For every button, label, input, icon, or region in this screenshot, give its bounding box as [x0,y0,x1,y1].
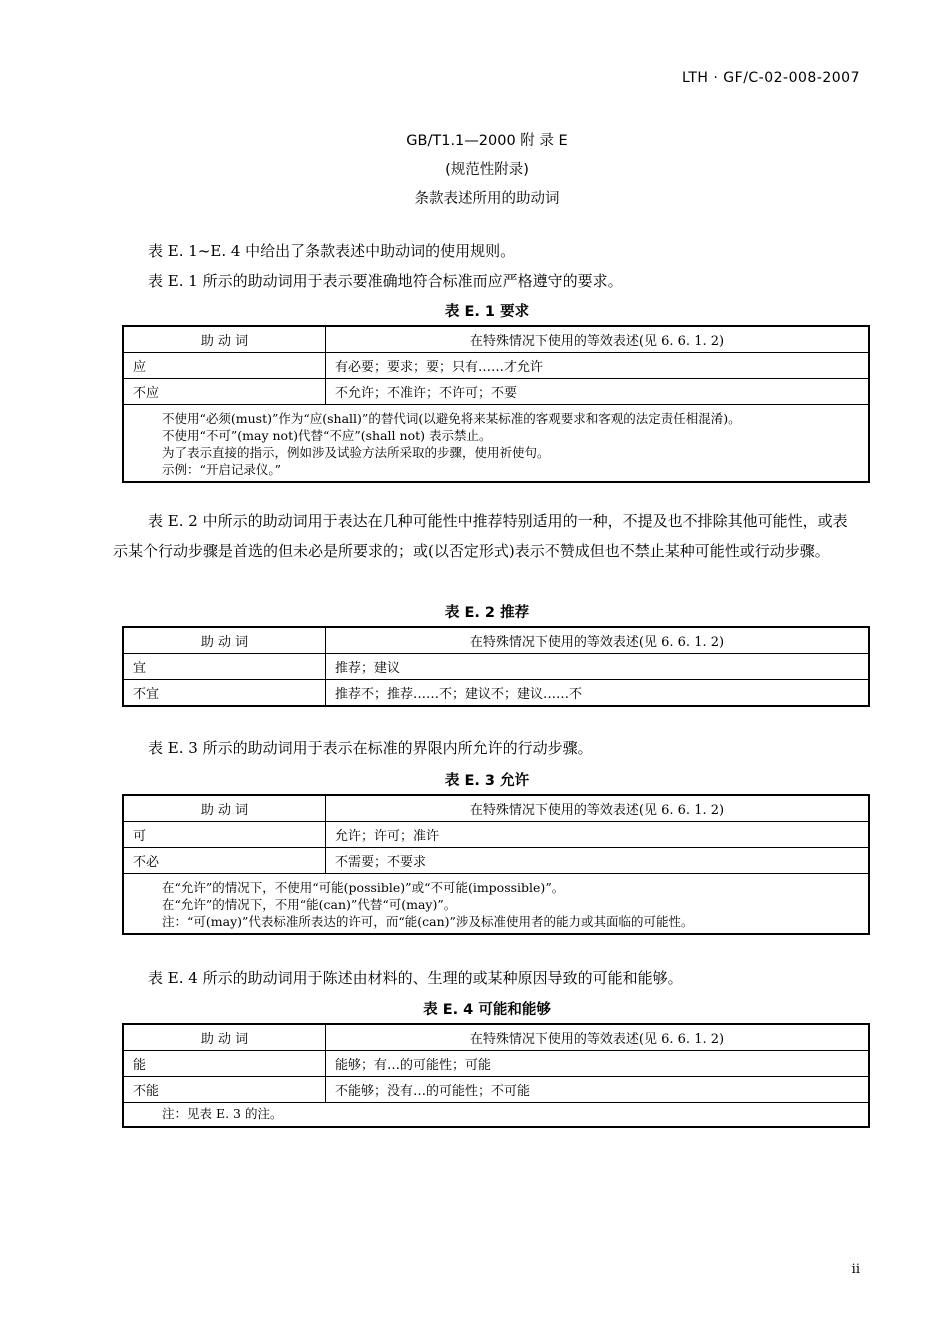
verb-cell: 不应 [123,379,326,405]
table-header-row [123,1024,869,1051]
verb-cell: 不宜 [123,680,326,707]
header-cell-verb: 助 动 词 [123,627,326,654]
note-line: 在“允许”的情况下，不使用“可能(possible)”或“不可能(impossible)”。 [162,880,565,895]
table-header-row [123,326,869,353]
page-number: ii [851,1262,860,1277]
header-cell-verb: 助 动 词 [123,1024,326,1051]
notes-cell [123,405,869,483]
document-id: LTH · GF/C-02-008-2007 [681,70,860,86]
appendix-heading: 条款表述所用的助动词 [414,191,560,207]
header-cell-equivalent: 在特殊情况下使用的等效表述(见 6. 6. 1. 2) [326,326,870,353]
equivalent-cell: 推荐不；推荐……不；建议不；建议……不 [326,680,870,707]
verb-cell: 不必 [123,848,326,874]
note-line: 为了表示直接的指示，例如涉及试验方法所采取的步骤，使用祈使句。 [162,445,550,460]
table-row [123,654,869,680]
table-row [123,379,869,405]
note-line: 注：“可(may)”代表标准所表达的许可，而“能(can)”涉及标准使用者的能力或其面临的可能性。 [162,914,694,929]
table-e3 [122,794,870,935]
appendix-subtitle: (规范性附录) [445,162,529,178]
note-line: 注：见表 E. 3 的注。 [162,1106,283,1121]
appendix-title: GB/T1.1—2000 附 录 E [406,133,568,149]
table-row [123,848,869,874]
table-row [123,822,869,848]
equivalent-cell: 允许；许可；准许 [326,822,870,848]
note-line: 不使用“必须(must)”作为“应(shall)”的替代词(以避免将来某标准的客观要求和客观的法定责任相混淆)。 [162,411,741,426]
equivalent-cell: 不能够；没有…的可能性；不可能 [326,1077,870,1103]
paragraph-table-e4: 表 E. 4 所示的助动词用于陈述由材料的、生理的或某种原因导致的可能和能够。 [148,969,683,987]
paragraph-table-e1: 表 E. 1 所示的助动词用于表示要准确地符合标准而应严格遵守的要求。 [148,272,623,290]
table-row [123,680,869,707]
notes-cell [123,1103,869,1128]
notes-row [123,405,869,483]
verb-cell: 应 [123,353,326,379]
table-e4 [122,1023,870,1128]
header-cell-verb: 助 动 词 [123,326,326,353]
table-header-row [123,795,869,822]
notes-row [123,874,869,935]
note-line: 在“允许”的情况下，不用“能(can)”代替“可(may)”。 [162,897,457,912]
table-e2 [122,626,870,707]
paragraph-intro: 表 E. 1~E. 4 中给出了条款表述中助动词的使用规则。 [148,242,516,260]
equivalent-cell: 有必要；要求；要；只有……才允许 [326,353,870,379]
equivalent-cell: 推荐；建议 [326,654,870,680]
table-e1-caption: 表 E. 1 要求 [444,304,530,320]
header-cell-equivalent: 在特殊情况下使用的等效表述(见 6. 6. 1. 2) [326,795,870,822]
table-header-row [123,627,869,654]
verb-cell: 能 [123,1051,326,1077]
note-line: 示例：“开启记录仪。” [162,462,282,477]
header-cell-verb: 助 动 词 [123,795,326,822]
table-row [123,353,869,379]
paragraph-table-e2: 表 E. 2 中所示的助动词用于表达在几种可能性中推荐特别适用的一种，不提及也不排除其他可能性，或表示某个行动步骤是首选的但未必是所要求的；或(以否定形式)表示不赞成但也不禁止某种可能性或行动步骤。 [113,512,848,560]
notes-cell [123,874,869,935]
equivalent-cell: 不允许；不准许；不许可；不要 [326,379,870,405]
table-e3-caption: 表 E. 3 允许 [444,773,530,789]
equivalent-cell: 能够；有…的可能性；可能 [326,1051,870,1077]
equivalent-cell: 不需要；不要求 [326,848,870,874]
header-cell-equivalent: 在特殊情况下使用的等效表述(见 6. 6. 1. 2) [326,1024,870,1051]
table-row [123,1051,869,1077]
note-line: 不使用“不可”(may not)代替“不应”(shall not) 表示禁止。 [162,428,492,443]
verb-cell: 不能 [123,1077,326,1103]
table-row [123,1077,869,1103]
verb-cell: 可 [123,822,326,848]
table-e1 [122,325,870,483]
paragraph-table-e3: 表 E. 3 所示的助动词用于表示在标准的界限内所允许的行动步骤。 [148,739,593,757]
verb-cell: 宜 [123,654,326,680]
header-cell-equivalent: 在特殊情况下使用的等效表述(见 6. 6. 1. 2) [326,627,870,654]
notes-row [123,1103,869,1128]
table-e2-caption: 表 E. 2 推荐 [444,605,530,621]
table-e4-caption: 表 E. 4 可能和能够 [423,1002,551,1018]
